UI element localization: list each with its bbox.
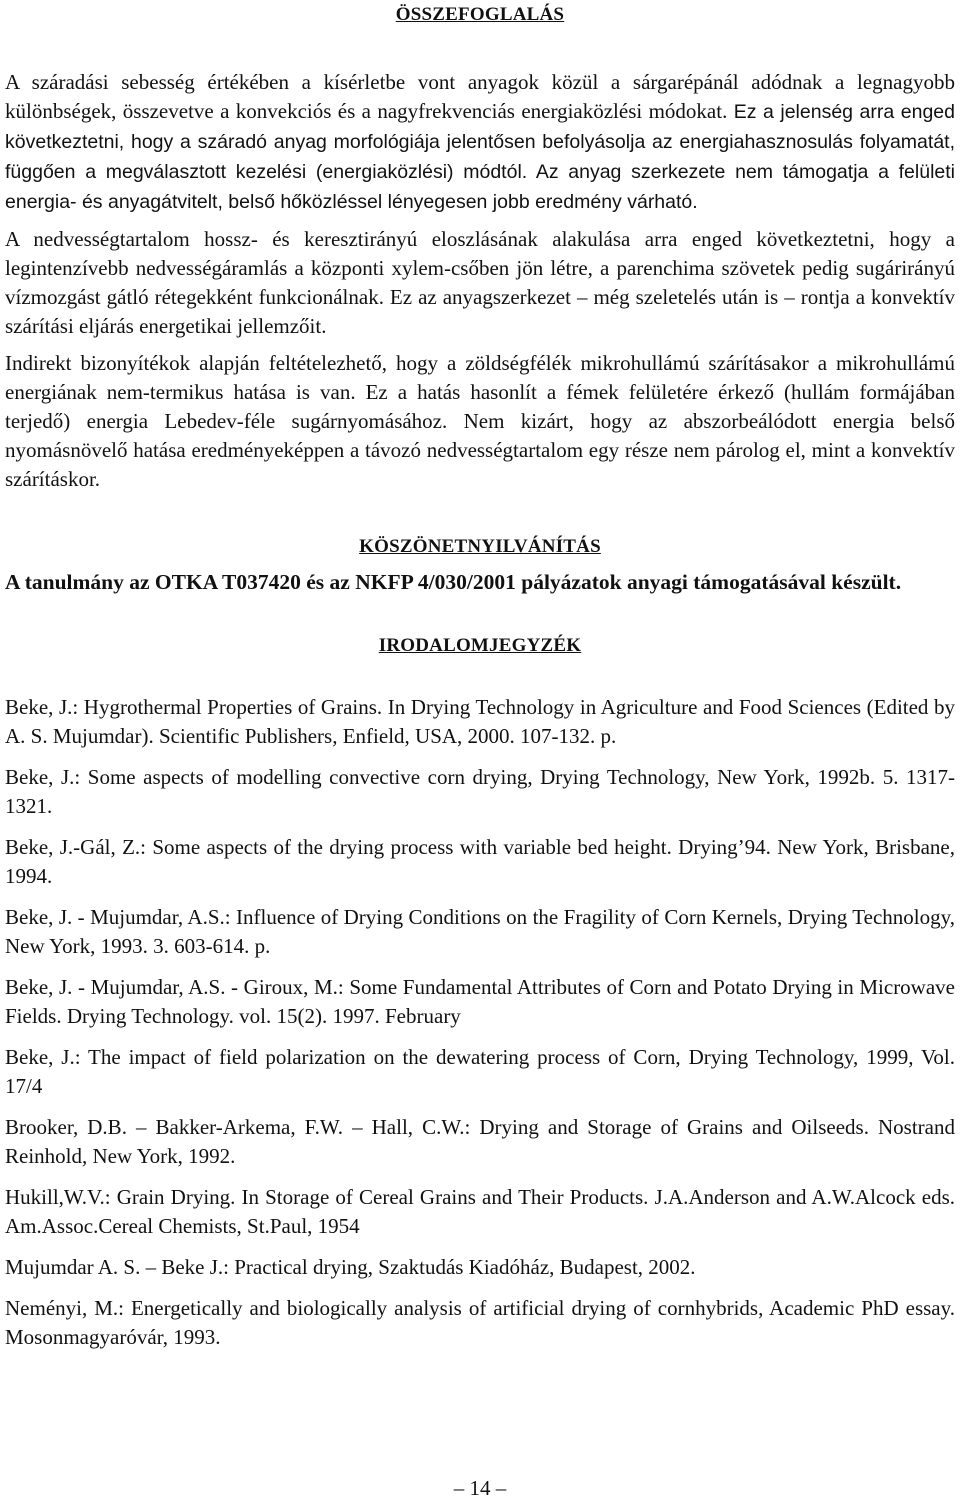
reference-item: Beke, J. - Mujumdar, A.S. - Giroux, M.: Some Fundamental Attributes of Corn and Potato Drying in Microwave Fields. Drying Technology. vol. 15(2). 1997. February [5, 975, 955, 1028]
reference-item: Beke, J.: The impact of field polarization on the dewatering process of Corn, Drying Technology, 1999, Vol. 17/4 [5, 1045, 955, 1098]
reference-item: Hukill,W.V.: Grain Drying. In Storage of Cereal Grains and Their Products. J.A.Anderson and A.W.Alcock eds. Am.Assoc.Cereal Chemists, St.Paul, 1954 [5, 1185, 955, 1238]
summary-paragraph-1 [5, 68, 955, 217]
acknowledgement-text: A tanulmány az OTKA T037420 és az NKFP 4/030/2001 pályázatok anyagi támogatásával készült. [5, 570, 902, 594]
reference-list [5, 693, 955, 1352]
reference-item: Beke, J. - Mujumdar, A.S.: Influence of Drying Conditions on the Fragility of Corn Kernels, Drying Technology, New York, 1993. 3. 603-614. p. [5, 905, 955, 958]
summary-paragraph-2: A nedvességtartalom hossz- és keresztirányú eloszlásának alakulása arra enged következtetni, hogy a legintenzívebb nedvességáramlás a központi xylem-csőben jön létre, a parenchima szövetek pedig sugárirányú vízmozgást gátló rétegekként funkcionálnak. Ez az anyagszerkezet – még szeletelés után is – rontja a konvektív szárítási eljárás energetikai jellemzőit. [5, 227, 955, 338]
acknowledgement-heading: KÖSZÖNETNYILVÁNÍTÁS [359, 536, 601, 557]
summary-paragraph-1-sans: Ez a jelenség arra enged következtetni, hogy a száradó anyag morfológiája jelentősen befolyásolja az energiahasznosulás folyamatát, függően a megválasztott kezelési (energiaközlési) módtól. Az anyag szerkezete nem támogatja a felületi energia- és anyagátvitelt, belső hőközléssel lényegesen jobb eredmény várható. [5, 101, 955, 213]
summary-paragraph-1-serif: A száradási sebesség értékében a kísérletbe vont anyagok közül a sárgarépánál adódnak a legnagyobb különbségek, összevetve a konvekciós és a nagyfrekvenciás energiaközlési módokat. [5, 70, 955, 123]
reference-item: Beke, J.-Gál, Z.: Some aspects of the drying process with variable bed height. Drying’94. New York, Brisbane, 1994. [5, 835, 955, 888]
page-number: – 14 – [453, 1476, 507, 1500]
references-heading: IRODALOMJEGYZÉK [378, 635, 582, 656]
reference-item: Brooker, D.B. – Bakker-Arkema, F.W. – Hall, C.W.: Drying and Storage of Grains and Oilseeds. Nostrand Reinhold, New York, 1992. [5, 1115, 955, 1168]
summary-paragraph-3: Indirekt bizonyítékok alapján feltételezhető, hogy a zöldségfélék mikrohullámú szárításakor a mikrohullámú energiának nem-termikus hatása is van. Ez a hatás hasonlít a fémek felületére érkező (hullám formájában terjedő) energia Lebedev-féle sugárnyomásához. Nem kizárt, hogy az abszorbeálódott energia belső nyomásnövelő hatása eredményeképpen a távozó nedvességtartalom egy része nem párolog el, mint a konvektív szárításkor. [5, 351, 955, 491]
reference-item: Beke, J.: Hygrothermal Properties of Grains. In Drying Technology in Agriculture and Food Sciences (Edited by A. S. Mujumdar). Scientific Publishers, Enfield, USA, 2000. 107-132. p. [5, 695, 955, 748]
reference-item: Beke, J.: Some aspects of modelling convective corn drying, Drying Technology, New York, 1992b. 5. 1317-1321. [5, 765, 955, 818]
reference-item: Mujumdar A. S. – Beke J.: Practical drying, Szaktudás Kiadóház, Budapest, 2002. [5, 1255, 696, 1279]
reference-item: Neményi, M.: Energetically and biologically analysis of artificial drying of cornhybrids, Academic PhD essay. Mosonmagyaróvár, 1993. [5, 1296, 955, 1349]
summary-heading: ÖSSZEFOGLALÁS [395, 4, 565, 25]
document-page [5, 0, 955, 1364]
